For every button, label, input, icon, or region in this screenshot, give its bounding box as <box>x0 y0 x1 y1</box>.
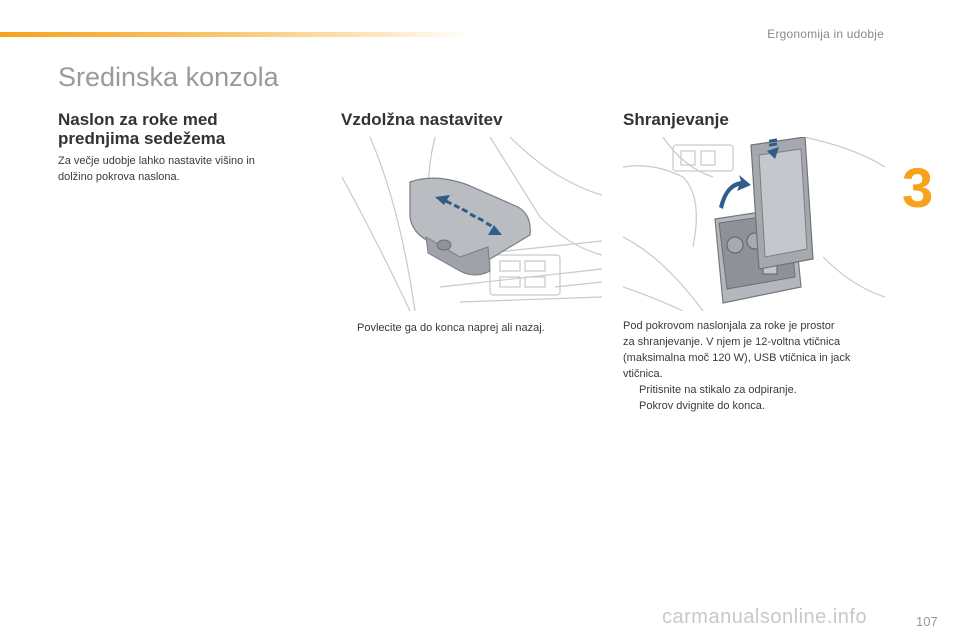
storage-bullet-1-text: Pritisnite na stikalo za odpiranje. <box>639 384 797 396</box>
storage-heading: Shranjevanje <box>623 110 729 129</box>
storage-bullet-2 <box>623 398 903 414</box>
page-number: 107 <box>916 614 938 629</box>
longitudinal-bullet <box>341 320 603 336</box>
armrest-storage-drawing <box>623 137 885 311</box>
armrest-heading-line-2: prednjima sedežema <box>58 129 226 148</box>
armrest-heading <box>58 110 225 148</box>
armrest-text-line-1: Za večje udobje lahko nastavite višino in <box>58 155 255 167</box>
section-name: Ergonomija in udobje <box>767 27 884 41</box>
armrest-heading-line-1: Naslon za roke med <box>58 110 218 129</box>
storage-text-line-3: (maksimalna moč 120 W), USB vtičnica in jack <box>623 352 851 364</box>
storage-bullet-1 <box>623 382 903 398</box>
armrest-description <box>58 153 298 185</box>
chapter-number: 3 <box>902 156 934 219</box>
storage-description <box>623 318 903 414</box>
storage-bullet-2-text: Pokrov dvignite do konca. <box>639 400 765 412</box>
storage-text-line-4: vtičnica. <box>623 368 663 380</box>
longitudinal-bullet-text: Povlecite ga do konca naprej ali nazaj. <box>357 322 545 334</box>
page-title: Sredinska konzola <box>58 62 279 92</box>
storage-text-line-1: Pod pokrovom naslonjala za roke je prostor <box>623 320 835 332</box>
watermark: carmanualsonline.info <box>662 606 868 628</box>
armrest-text-line-2: dolžino pokrova naslona. <box>58 171 180 183</box>
longitudinal-instructions <box>341 320 603 336</box>
storage-text-line-2: za shranjevanje. V njem je 12-voltna vtičnica <box>623 336 841 348</box>
accent-bar <box>0 32 470 37</box>
armrest-slide-drawing <box>340 137 602 311</box>
longitudinal-heading: Vzdolžna nastavitev <box>341 110 503 129</box>
longitudinal-adjustment-illustration <box>340 137 602 311</box>
storage-illustration <box>623 137 885 311</box>
